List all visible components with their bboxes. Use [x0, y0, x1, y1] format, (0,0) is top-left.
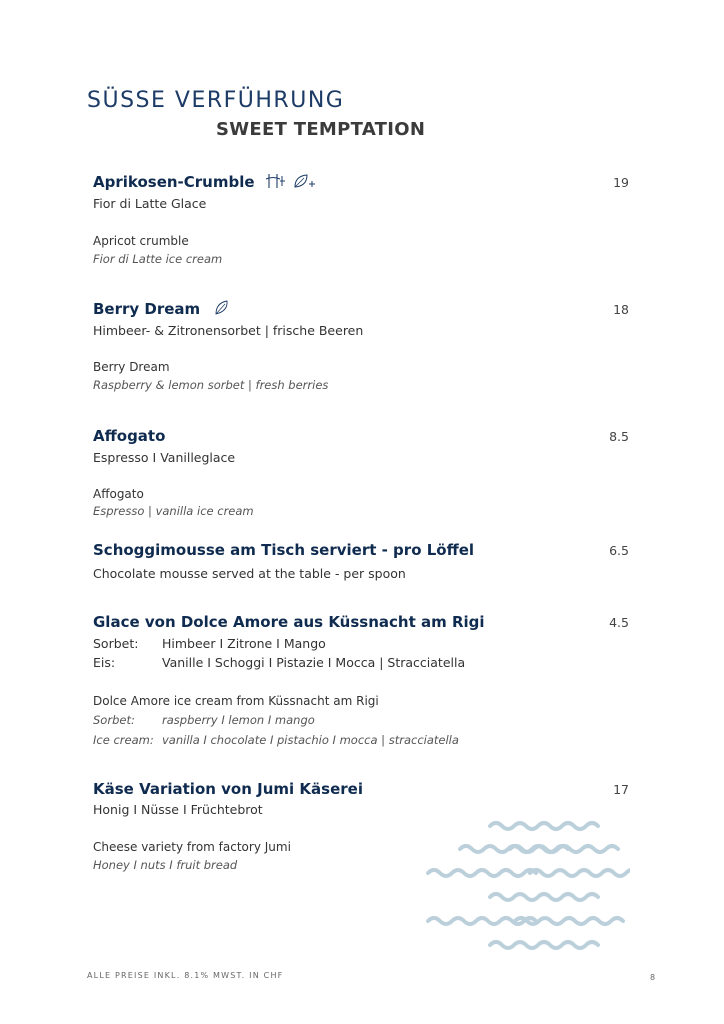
flavor-list-en: raspberry I lemon I mango — [162, 713, 315, 727]
flavor-label-en: Ice cream: — [93, 733, 154, 747]
footer-price-note: ALLE PREISE INKL. 8.1% MWST. IN CHF — [87, 971, 284, 980]
menu-item-title-en: Berry Dream — [93, 360, 170, 374]
page-number: 8 — [650, 973, 656, 982]
gluten-wheat-icon — [266, 173, 288, 193]
menu-item-description: Fior di Latte Glace — [93, 196, 207, 211]
flavor-label: Sorbet: — [93, 636, 139, 651]
menu-item-price: 18 — [613, 302, 629, 317]
wave-line — [428, 870, 536, 876]
page-title-de: SÜSSE VERFÜHRUNG — [87, 88, 345, 113]
menu-item-price: 17 — [613, 782, 629, 797]
menu-item-title-row — [93, 172, 317, 193]
menu-item-title: Affogato — [93, 427, 166, 445]
menu-item-title-en: Chocolate mousse served at the table - per spoon — [93, 566, 406, 581]
menu-item-title-row — [93, 299, 231, 320]
flavor-list: Vanille I Schoggi I Pistazie I Mocca | Stracciatella — [162, 655, 466, 670]
menu-item-title-en: Cheese variety from factory Jumi — [93, 840, 291, 854]
wave-line — [490, 942, 598, 948]
menu-item-description-en: Honey I nuts I fruit bread — [93, 858, 238, 872]
menu-item-description-en: Espresso | vanilla ice cream — [93, 504, 254, 518]
menu-item-title-en: Affogato — [93, 487, 144, 501]
page-title-en: SWEET TEMPTATION — [216, 119, 426, 140]
menu-item-description: Himbeer- & Zitronensorbet | frische Beeren — [93, 323, 364, 338]
menu-item-title: Käse Variation von Jumi Käserei — [93, 780, 363, 798]
menu-item-title-en: Dolce Amore ice cream from Küssnacht am Rigi — [93, 694, 379, 708]
menu-item-title-en: Apricot crumble — [93, 234, 189, 248]
menu-item-title: Schoggimousse am Tisch serviert - pro Löffel — [93, 541, 475, 559]
menu-item-description: Espresso I Vanilleglace — [93, 450, 236, 465]
vegetarian-leaf-plus-icon — [293, 173, 317, 193]
menu-item-description: Honig I Nüsse I Früchtebrot — [93, 802, 263, 817]
menu-item-price: 8.5 — [609, 429, 629, 444]
flavor-list: Himbeer I Zitrone I Mango — [162, 636, 326, 651]
menu-item-title: Glace von Dolce Amore aus Küssnacht am Rigi — [93, 613, 485, 631]
flavor-list-en: vanilla I chocolate I pistachio I mocca | stracciatella — [162, 733, 459, 747]
vegan-leaf-icon — [213, 300, 231, 320]
menu-item-description-en: Fior di Latte ice cream — [93, 252, 223, 266]
wave-line — [510, 846, 618, 852]
wave-line — [490, 894, 598, 900]
menu-item-title: Berry Dream — [93, 300, 201, 318]
wave-line — [530, 870, 630, 876]
menu-item-price: 6.5 — [609, 543, 629, 558]
flavor-label: Eis: — [93, 655, 116, 670]
menu-item-price: 19 — [613, 175, 629, 190]
wave-line — [490, 823, 598, 829]
menu-item-title: Aprikosen-Crumble — [93, 173, 255, 191]
menu-item-price: 4.5 — [609, 615, 629, 630]
flavor-label-en: Sorbet: — [93, 713, 135, 727]
menu-item-description-en: Raspberry & lemon sorbet | fresh berries — [93, 378, 329, 392]
decorative-waves — [420, 815, 630, 960]
